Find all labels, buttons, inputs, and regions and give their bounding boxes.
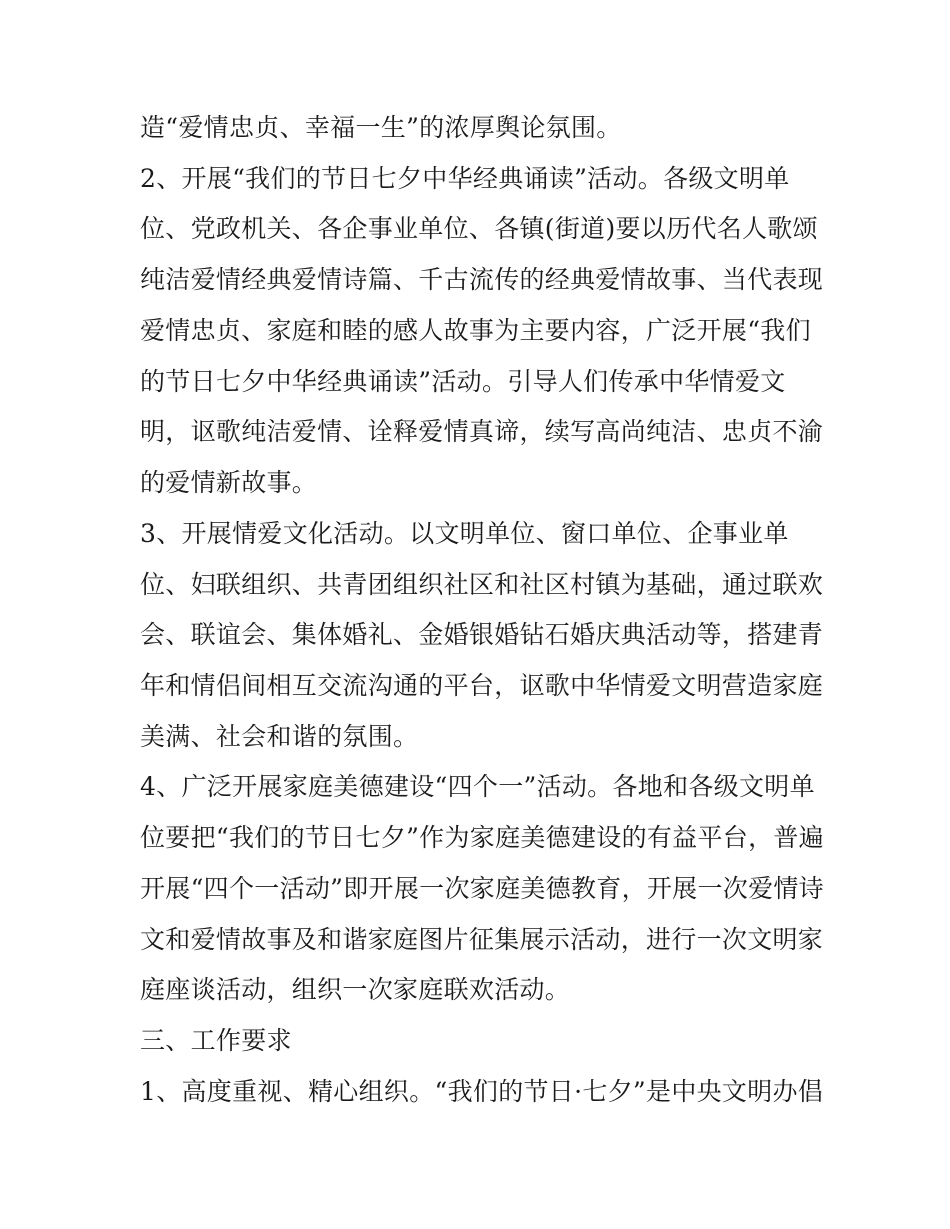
text-line: 位、党政机关、各企事业单位、各镇(街道)要以历代名人歌颂 — [140, 214, 818, 243]
text-line: 庭座谈活动，组织一次家庭联欢活动。 — [140, 975, 571, 1004]
text-line: 会、联谊会、集体婚礼、金婚银婚钻石婚庆典活动等，搭建青 — [140, 620, 824, 649]
text-line: 位要把“我们的节日七夕”作为家庭美德建设的有益平台，普遍 — [140, 823, 824, 852]
text-line: 明，讴歌纯洁爱情、诠释爱情真谛，续写高尚纯洁、忠贞不渝 — [140, 417, 824, 446]
text-line: 开展“四个一活动”即开展一次家庭美德教育，开展一次爱情诗 — [140, 874, 824, 903]
text-line: 造“爱情忠贞、幸福一生”的浓厚舆论氛围。 — [140, 113, 622, 142]
text-line: 的爱情新故事。 — [140, 468, 318, 497]
text-line: 文和爱情故事及和谐家庭图片征集展示活动，进行一次文明家 — [140, 925, 824, 954]
section-heading: 三、工作要求 — [140, 1026, 292, 1055]
text-line: 4、广泛开展家庭美德建设“四个一”活动。各地和各级文明单 — [140, 772, 815, 801]
text-line: 1、高度重视、精心组织。“我们的节日·七夕”是中央文明办倡 — [140, 1077, 824, 1106]
text-line: 纯洁爱情经典爱情诗篇、千古流传的经典爱情故事、当代表现 — [140, 265, 824, 294]
text-line: 2、开展“我们的节日七夕中华经典诵读”活动。各级文明单 — [140, 164, 790, 193]
text-line: 爱情忠贞、家庭和睦的感人故事为主要内容，广泛开展“我们 — [140, 316, 811, 345]
text-line: 位、妇联组织、共青团组织社区和社区村镇为基础，通过联欢 — [140, 570, 824, 599]
text-line: 3、开展情爱文化活动。以文明单位、窗口单位、企事业单 — [140, 519, 789, 548]
text-line: 美满、社会和谐的氛围。 — [140, 722, 419, 751]
text-line: 的节日七夕中华经典诵读”活动。引导人们传承中华情爱文 — [140, 367, 786, 396]
text-line: 年和情侣间相互交流沟通的平台，讴歌中华情爱文明营造家庭 — [140, 671, 824, 700]
